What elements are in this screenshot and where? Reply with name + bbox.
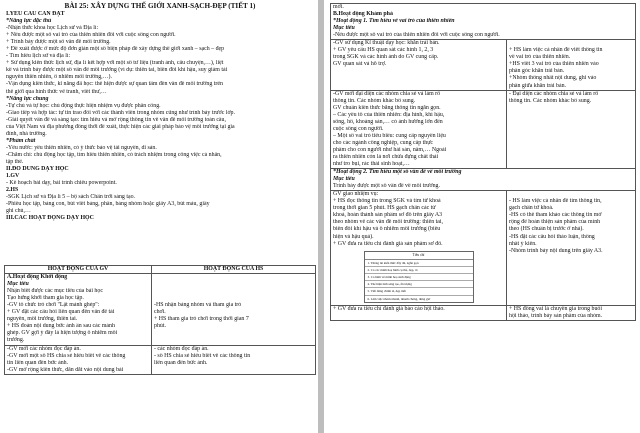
text-line: 2.HS	[6, 187, 19, 194]
student-activity-cell	[507, 191, 636, 306]
activities-table	[4, 265, 316, 375]
text-line: -Giải quyết vấn đề và sáng tạo: tìm hiểu và mở rộng thông tin về vấn đề môi trường toàn cầu,	[6, 116, 226, 123]
text-line: phẩm cho con người như hải sản, nấm,… Ngoài	[333, 146, 447, 153]
text-line: thế giới qua hình thức vẽ tranh, viết thư,…	[6, 88, 107, 95]
header-student-activity: HOẠT ĐỘNG CỦA HS	[152, 266, 316, 274]
text-line: phần góc khăn trải bàn.	[509, 68, 565, 75]
table-row	[331, 90, 636, 169]
text-line: chơi.	[154, 309, 166, 316]
text-line: mới.	[333, 4, 344, 10]
text-line: hiện và hậu quả).	[333, 233, 374, 240]
text-line: Mục tiêu	[7, 281, 29, 288]
text-line: tin liên quan đến bức ảnh.	[7, 359, 69, 366]
student-activity-cell	[507, 90, 636, 169]
text-line: nguyên, môi trường, thiên tai.	[7, 316, 78, 323]
teacher-activity-cell	[331, 191, 507, 306]
text-line: Trình bày được một số vấn đề về môi trường.	[333, 183, 440, 190]
text-line: + Trình bày được một số vấn đề môi trường.	[6, 39, 111, 46]
text-line: - số HS chia sẻ hiểu biết về các thông tin	[154, 352, 251, 359]
text-line: cho các ngành công nghiệp, cung cấp thực	[333, 139, 434, 146]
text-line	[154, 288, 313, 295]
table-row	[331, 305, 636, 320]
text-line: + GV đưa ra tiêu chí đánh giá sản phẩm sơ đồ.	[333, 240, 443, 247]
text-line: + GV đặt các câu hỏi liên quan đến vấn đề tài	[7, 309, 115, 316]
text-line: trong SGK và các hình ảnh do GV cung cấp.	[333, 54, 439, 61]
text-line: -GV mời các nhóm đọc đáp án.	[7, 345, 81, 352]
criteria-title: Tiêu chí	[365, 252, 473, 260]
text-line: đình, nhà trường.	[6, 130, 47, 137]
text-line: thông tin. Các nhóm khác bổ sung.	[509, 97, 592, 104]
text-line: *Hoạt động 1. Tìm hiểu về vai trò của thiên nhiên	[333, 18, 455, 25]
student-activity-cell	[152, 274, 316, 345]
text-line: - các nhóm đọc đáp án.	[154, 345, 209, 352]
text-line: ghép. GV gợi ý đây là hiện tượng ô nhiễm môi	[7, 330, 118, 337]
text-line: A.Hoạt động Khởi động	[7, 274, 68, 281]
text-line: + Nêu được một số vai trò của thiên nhiên đối với cuộc sống con người.	[6, 32, 176, 39]
text-line: -SGK Lịch sử và Địa lí 5 – bộ sách Chân trời sáng tạo.	[6, 194, 136, 201]
document-page-2	[324, 0, 640, 433]
criteria-row: 4. Thể hiện tính sáng tạo, ấn tượng	[365, 281, 473, 288]
text-line: -GV mời một số HS chia sẻ hiểu biết về các thông	[7, 352, 126, 359]
text-line: -Nhận thức khoa học Lịch sử và Địa lí:	[6, 25, 99, 32]
text-line: *Năng lực chung	[6, 95, 49, 102]
criteria-row: 6. Làm việc nhóm nhanh, nhanh chóng, đúng giờ	[367, 296, 431, 301]
text-line: -HS nhận bảng nhóm và tham gia trò	[154, 302, 242, 309]
text-line: + Sử dụng kiến thức lịch sử, địa lí kết hợp với một số tư liệu (tranh ảnh, câu chuyện,…), liệt	[6, 60, 224, 67]
criteria-row: 1. Thông tin kiến thức đầy đủ, ngắn gọn	[365, 260, 473, 267]
text-line: gạch chân từ khoá.	[509, 205, 554, 212]
section-heading-cell	[331, 169, 636, 191]
text-line: theo nhóm về các vấn đề môi trường: thiên tai,	[333, 219, 444, 226]
text-line	[509, 191, 633, 198]
text-line: – Các yếu tố của thiên nhiên: địa hình, khí hậu,	[333, 111, 445, 118]
text-line: của Việt Nam và địa phương đồng thời đề xuất, thực hiện các giải pháp bảo vệ môi trường tại gia	[6, 123, 235, 130]
criteria-row: 5. Viết đúng chính tả, đẹp mắt	[365, 288, 473, 295]
text-line: GV chuẩn kiến thức bằng thông tin ngắn gọn.	[333, 104, 441, 111]
text-line: về vai trò của thiên nhiên.	[509, 54, 571, 61]
text-line: phần giữa khăn trải bàn.	[509, 82, 567, 89]
text-line: + HS đoán nội dung bức ảnh ẩn sau các mảnh	[7, 323, 115, 330]
text-line: -Nhóm trình bày nội dung trên giấy A3.	[509, 247, 603, 254]
text-line: khoá, hoàn thành sản phẩm sơ đồ trên giấy A3	[333, 212, 443, 219]
text-line: -Tự chủ và tự học: chủ động thực hiện nhiệm vụ được phân công.	[6, 102, 161, 109]
text-line: theo (HS chuẩn bị trước ở nhà).	[509, 226, 584, 233]
text-line: - Tìm hiểu lịch sử và địa lí:	[6, 53, 71, 60]
page-1-body	[6, 2, 314, 222]
text-line: -Phiếu học tập, bảng con, bút viết bảng, phấn, bảng nhóm hoặc giấy A3, bút màu, giấy	[6, 201, 210, 208]
table-row	[5, 345, 316, 374]
text-line: -GV mời đại diện các nhóm chia sẻ và làm rõ	[333, 90, 441, 97]
text-line: -Giao tiếp và hợp tác: tự tin trao đổi với các thành viên trong nhóm cũng như trình bày trước lớp.	[6, 109, 235, 116]
teacher-activity-cell	[5, 274, 152, 345]
text-line	[154, 295, 313, 302]
student-activity-cell	[507, 40, 636, 90]
text-line: GV giao nhiệm vụ:	[333, 191, 379, 198]
text-line: biến đổi khí hậu và ô nhiễm môi trường (biểu	[333, 226, 441, 233]
table-body	[5, 274, 316, 375]
text-line: - Đại diện các nhóm chia sẻ và làm rõ	[509, 90, 599, 97]
text-line: -Chăm chỉ: chủ động học tập, tìm hiểu thiên nhiên, có trách nhiệm trong công việc cá nhân,	[6, 151, 222, 158]
table-header-row	[5, 266, 316, 274]
teacher-activity-cell	[331, 90, 507, 169]
text-line: trong thời gian 5 phút. HS gạch chân các từ	[333, 205, 436, 212]
text-line: B.Hoạt động Khám phá	[333, 11, 393, 18]
document-page-1	[0, 0, 318, 433]
text-line: *Hoạt động 2. Tìm hiểu một số vấn đề về môi trường	[333, 169, 462, 176]
activities-table-continued	[330, 3, 636, 321]
text-line: II.ĐỒ DÙNG DẠY HỌC	[6, 166, 69, 173]
text-line: + GV yêu cầu HS quan sát các hình 1, 2, 3	[333, 47, 434, 54]
text-line: + HS làm việc cá nhân để viết thông tin	[509, 47, 603, 54]
text-line: I.YÊU CẦU CẦN ĐẠT	[6, 11, 65, 17]
teacher-activity-cell	[331, 305, 507, 320]
text-line: sông, hồ, khoáng sản,… có ảnh hưởng lớn đến	[333, 118, 443, 125]
text-line: 1.GV	[6, 173, 20, 180]
text-line: Mục tiêu	[333, 25, 355, 32]
text-line: *Năng lực đặc thù	[6, 18, 52, 25]
text-line: - Kế hoạch bài dạy, bài trình chiếu powerpoint.	[6, 180, 117, 187]
text-line: tập thể.	[6, 158, 24, 165]
text-line: liên quan đến bức ảnh.	[154, 359, 208, 366]
table-row	[331, 40, 636, 90]
text-line: hội thảo, trình bày sản phẩm của nhóm.	[509, 312, 603, 319]
text-line: rộng để hoàn thiện sản phẩm của mình	[509, 219, 601, 226]
teacher-activity-cell	[331, 40, 507, 90]
text-line: + HS tham gia trò chơi trong thời gian 7	[154, 316, 249, 323]
text-line: – Một số vai trò tiêu biểu: cung cấp nguyên liệu	[333, 132, 446, 139]
table-row	[331, 169, 636, 191]
text-line: -HS đặt các câu hỏi thảo luận, thống	[509, 233, 595, 240]
table-body-continued	[331, 4, 636, 321]
text-line: kê và trình bày được một số vấn đề môi trường (ví dụ: thiên tai, biến đổi khí hậu, suy giảm tài	[6, 67, 228, 74]
text-line: Mục tiêu	[333, 176, 355, 183]
text-line: trường.	[7, 337, 25, 344]
text-line: -HS có thể tham khảo các thông tin mở	[509, 212, 602, 219]
text-line: + HS đồng vai là chuyên gia trong buổi	[509, 305, 602, 312]
text-line: phút.	[154, 323, 166, 330]
text-line: cuộc sống con người.	[333, 125, 384, 132]
section-heading-cell	[331, 4, 636, 40]
text-line: -Nêu được một số vai trò của thiên nhiên đối với cuộc sống con người.	[333, 32, 500, 39]
text-line: -GV mở rộng kiến thức, dẫn dắt vào nội dung bài	[7, 366, 124, 373]
text-line	[154, 274, 313, 281]
text-line	[509, 40, 633, 47]
header-teacher-activity: HOẠT ĐỘNG CỦA GV	[5, 266, 152, 274]
text-line: -Vận dụng kiến thức, kĩ năng đã học: thể hiện được sự quan tâm đến vấn đề môi trường trên	[6, 81, 223, 88]
table-row	[331, 191, 636, 306]
criteria-row: 2. Có các minh hoạ hình cụ thể, đẹp, rõ	[365, 267, 473, 274]
text-line: +Nhóm thống nhất nội dung, ghi vào	[509, 75, 597, 82]
text-line: + Đề xuất được ở mức độ đơn giản một số biện pháp để xây dựng thế giới xanh – sạch – đẹp	[6, 46, 225, 53]
text-line: + HS đọc thông tin trong SGK và tìm từ khoá	[333, 198, 441, 205]
text-line: - HS làm việc cá nhân để tìm thông tin,	[509, 198, 602, 205]
text-line: như tro bụi, rác thải sinh hoạt,…	[333, 161, 410, 168]
text-line: ghi chú,…	[6, 208, 31, 215]
student-activity-cell	[152, 345, 316, 374]
table-row	[331, 4, 636, 40]
text-line	[154, 281, 313, 288]
text-line: nhất ý kiến.	[509, 240, 537, 247]
text-line: ra thiên nhiên còn là nơi chứa đựng chất thải	[333, 153, 439, 160]
text-line: -Yêu nước: yêu thiên nhiên, có ý thức bảo vệ tài nguyên, di sản.	[6, 144, 157, 151]
text-line: -GV sử dụng Kĩ thuật dạy học: khăn trải bàn.	[333, 40, 440, 47]
text-line: Tạo hứng khởi tham gia học tập.	[7, 295, 84, 302]
text-line: +HS viết 3 vai trò của thiên nhiên vào	[509, 61, 599, 68]
criteria-row: 3. Có hình vẽ minh hoạ sinh động	[365, 274, 473, 281]
text-line: Nhận biết được các mục tiêu của bài học	[7, 288, 103, 295]
table-row	[5, 274, 316, 345]
teacher-activity-cell	[5, 345, 152, 374]
text-line: III.CÁC HOẠT ĐỘNG DẠY HỌC	[6, 215, 94, 222]
objectives-section	[6, 11, 314, 222]
text-line: *Phẩm chất	[6, 137, 36, 144]
text-line: nguyên thiên nhiên, ô nhiễm môi trường,…).	[6, 74, 112, 81]
text-line: thông tin. Các nhóm khác bổ sung.	[333, 97, 416, 104]
student-activity-cell	[507, 305, 636, 320]
lesson-title: BÀI 25: XÂY DỰNG THẾ GIỚI XANH-SẠCH-ĐẸP (TIẾT 1)	[64, 2, 256, 10]
criteria-table-image	[364, 251, 474, 303]
text-line: -GV tổ chức trò chơi "Lật mảnh ghép":	[7, 302, 100, 309]
text-line: + GV đưa ra tiêu chí đánh giá báo cáo hội thảo.	[333, 305, 445, 312]
text-line: GV quan sát và hỗ trợ.	[333, 61, 387, 68]
